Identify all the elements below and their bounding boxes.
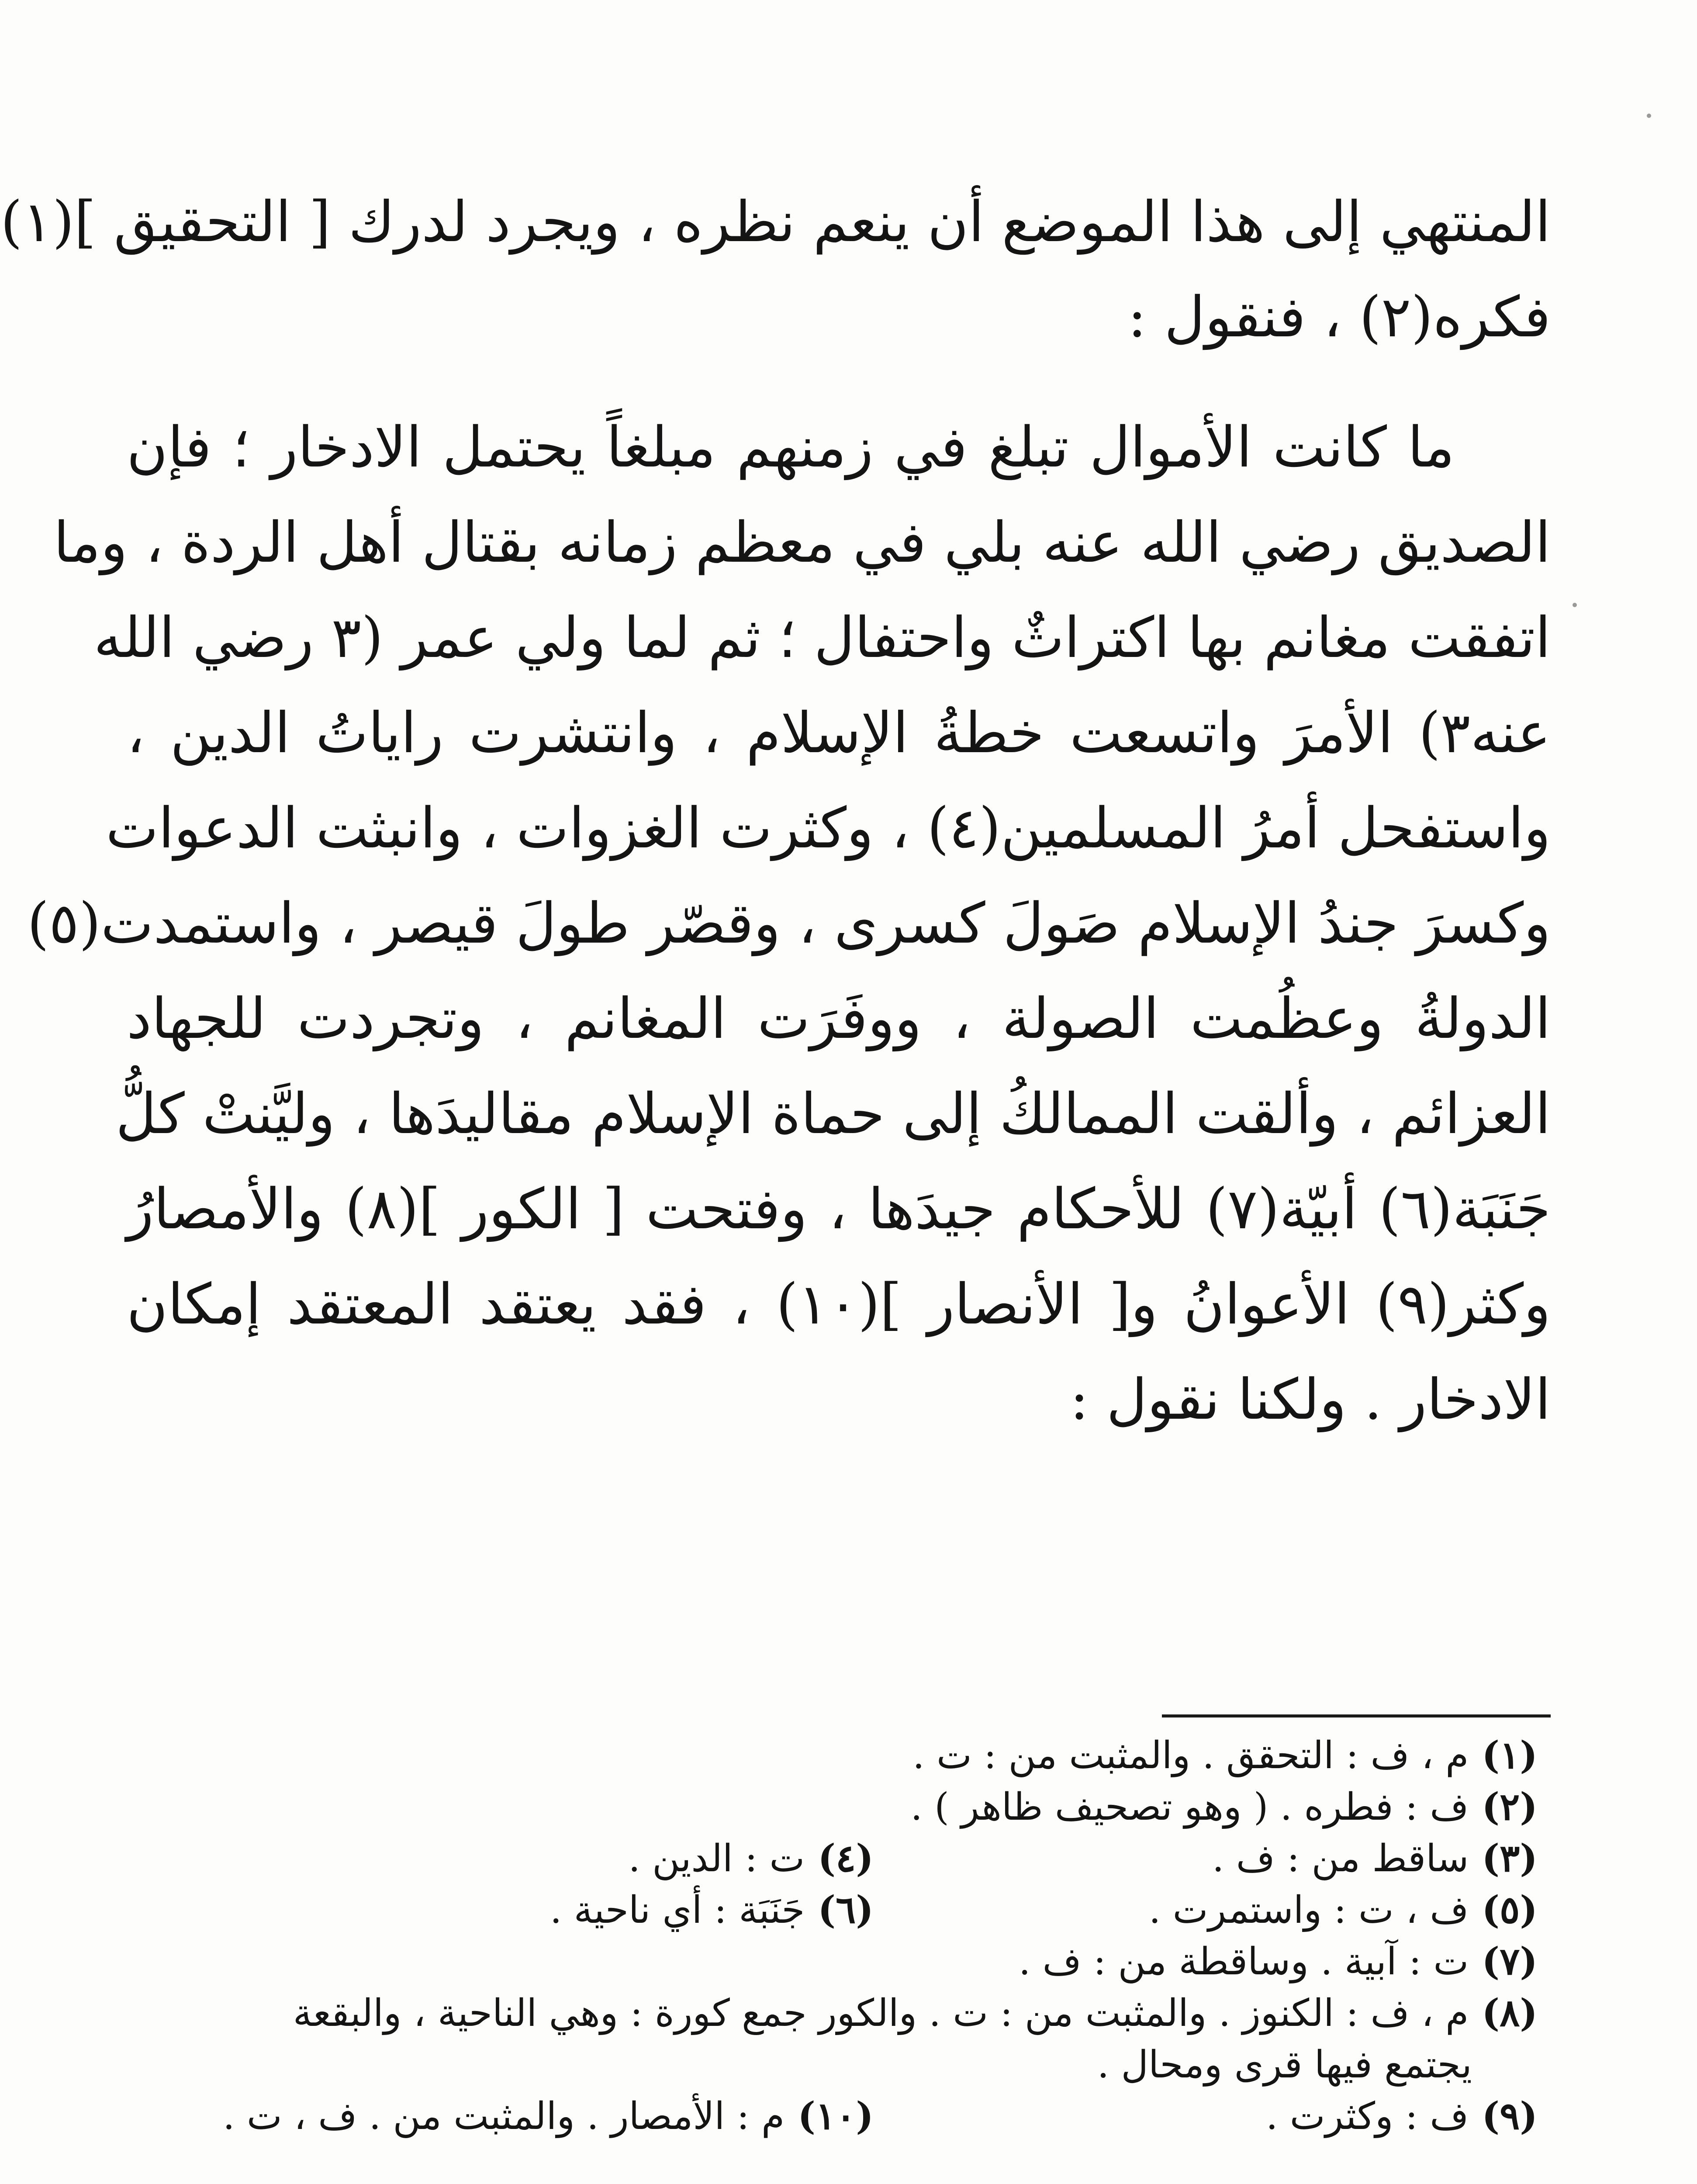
body-line: اتفقت مغانم بها اكتراثٌ واحتفال ؛ ثم لما ولي عمر (٣ رضي الله (93, 605, 1551, 670)
footnote-number: (٦) (818, 1888, 874, 1932)
footnote-row (105, 1781, 1538, 1833)
footnote-number: (٤) (818, 1836, 874, 1880)
body-line: وكثر(٩) الأعوانُ و[ الأنصار ](١٠) ، فقد يعتقد المعتقد إمكان (127, 1272, 1551, 1337)
body-line: جَنَبَة(٦) أبيّة(٧) للأحكام جيدَها ، وفتحت [ الكور ](٨) والأمصارُ (127, 1177, 1551, 1242)
footnote-text: ت : الدين . (628, 1837, 805, 1880)
footnote-text: ف ، ت : واستمرت . (1148, 1888, 1469, 1932)
footnote (1149, 1884, 1538, 1936)
footnote-row (105, 2091, 1538, 2142)
footnote-number: (١٠) (798, 2094, 874, 2138)
footnote-number: (٣) (1482, 1836, 1538, 1880)
footnote-row (105, 1987, 1538, 2039)
footnote-row (105, 1730, 1538, 1781)
body-line: الصديق رضي الله عنه بلي في معظم زمانه بقتال أهل الردة ، وما (53, 510, 1551, 575)
footnote-text: ت : آبية . وساقطة من : ف . (1018, 1940, 1469, 1984)
footnote (1266, 2091, 1538, 2142)
footnote (550, 1884, 874, 1936)
body-line: الادخار . ولكنا نقول : (1070, 1367, 1551, 1432)
footnote-number: (٨) (1482, 1991, 1538, 2035)
body-line: وكسرَ جندُ الإسلام صَولَ كسرى ، وقصّر طولَ قيصر ، واستمدت(٥) (27, 891, 1551, 956)
footnote-text: ساقط من : ف . (1212, 1837, 1469, 1880)
footnote (293, 1987, 1538, 2039)
footnote (911, 1781, 1538, 1833)
footnote-number: (٢) (1482, 1785, 1538, 1829)
footnotes-block (105, 1730, 1538, 2142)
footnote (1212, 1833, 1538, 1884)
footnote-text: م ، ف : الكنوز . والمثبت من : ت . والكور جمع كورة : وهي الناحية ، والبقعة (293, 1991, 1469, 2035)
footnote-continuation: يجتمع فيها قرى ومحال . (1097, 2043, 1472, 2087)
footnote (1019, 1936, 1538, 1987)
footnote-text: جَنَبَة : أي ناحية . (550, 1888, 805, 1932)
body-line: فكره(٢) ، فنقول : (1127, 285, 1551, 350)
body-line: واستفحل أمرُ المسلمين(٤) ، وكثرت الغزوات ، وانبثت الدعوات (106, 796, 1551, 861)
footnote-row (105, 1936, 1538, 1987)
footnote-text: م ، ف : التحقق . والمثبت من : ت . (912, 1734, 1469, 1777)
footnote-text: م : الأمصار . والمثبت من . ف ، ت . (223, 2094, 785, 2138)
footnote-number: (٥) (1482, 1888, 1538, 1932)
footnote-text: ف : فطره . ( وهو تصحيف ظاهر ) . (910, 1785, 1469, 1829)
footnote-row (105, 1833, 1538, 1884)
footnote-number: (١) (1482, 1733, 1538, 1777)
body-line: المنتهي إلى هذا الموضع أن ينعم نظره ، ويجرد لدرك [ التحقيق ](١) (0, 190, 1551, 255)
footnote (912, 1730, 1538, 1781)
footnote-separator-rule (1162, 1714, 1551, 1717)
body-line: ما كانت الأموال تبلغ في زمنهم مبلغاً يحتمل الادخار ؛ فإن (127, 415, 1455, 480)
footnote-row (105, 1884, 1538, 1936)
scan-speck (1573, 603, 1577, 607)
body-line: عنه٣) الأمرَ واتسعت خطةُ الإسلام ، وانتشرت راياتُ الدين ، (127, 701, 1551, 766)
footnote-text: ف : وكثرت . (1266, 2094, 1469, 2138)
scan-speck (1647, 114, 1651, 118)
footnote-number: (٧) (1482, 1939, 1538, 1984)
body-line: الدولةُ وعظُمت الصولة ، ووفَرَت المغانم ، وتجردت للجهاد (127, 986, 1551, 1051)
footnote (628, 1833, 874, 1884)
body-line: العزائم ، وألقت الممالكُ إلى حماة الإسلام مقاليدَها ، وليَّنتْ كلُّ (115, 1082, 1551, 1147)
footnote (223, 2091, 874, 2142)
footnote-number: (٩) (1482, 2094, 1538, 2138)
main-text-block (0, 175, 1551, 1448)
